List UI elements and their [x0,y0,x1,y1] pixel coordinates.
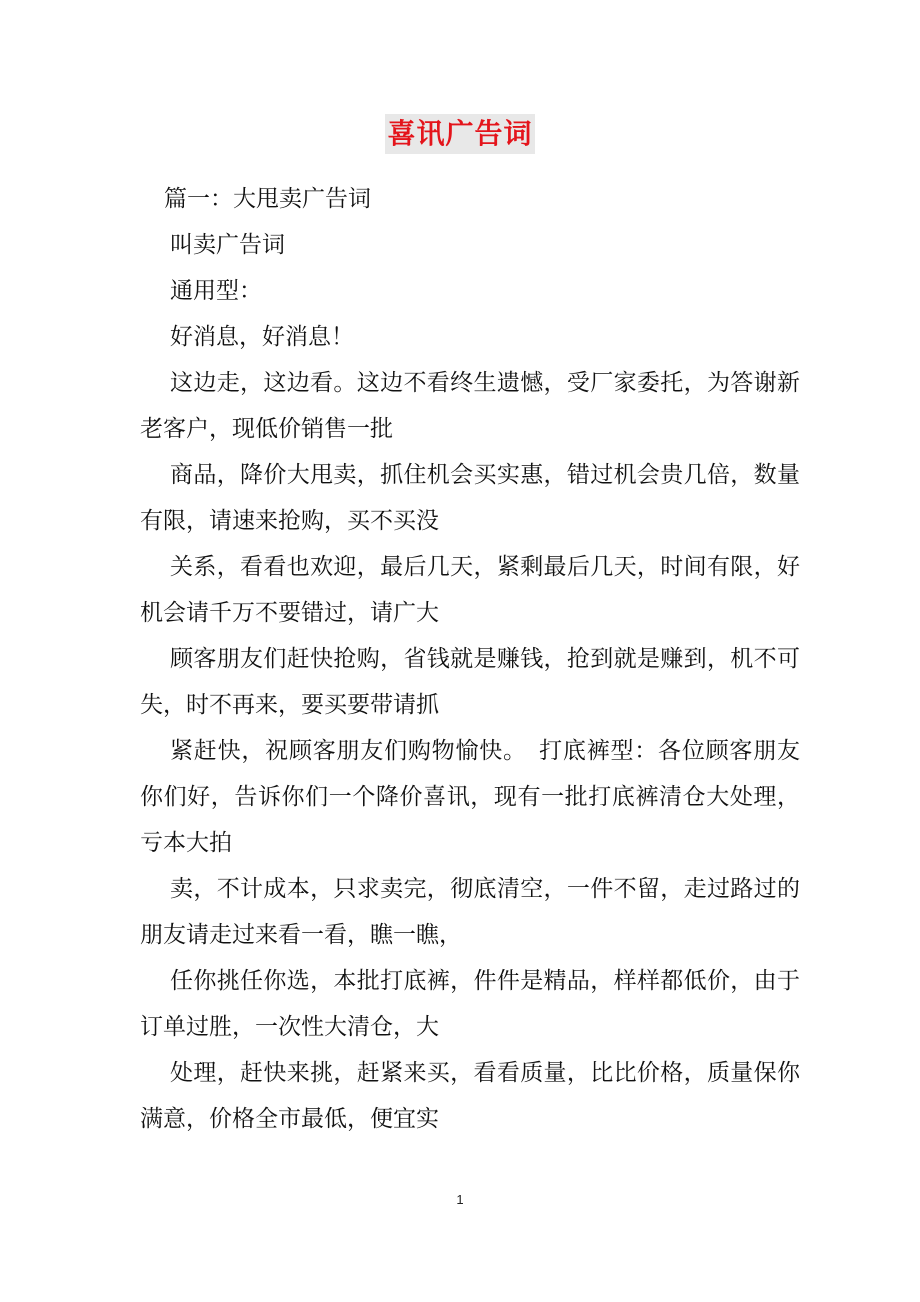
paragraph: 任你挑任你选，本批打底裤，件件是精品，样样都低价，由于订单过胜，一次性大清仓，大 [140,968,800,1040]
paragraph: 通用型： [170,278,262,304]
paragraph: 这边走，这边看。这边不看终生遗憾，受厂家委托，为答谢新老客户，现低价销售一批 [140,370,800,442]
paragraph: 紧赶快，祝顾客朋友们购物愉快。 打底裤型：各位顾客朋友你们好，告诉你们一个降价喜讯，现有一批打底裤清仓大处理，亏本大拍 [140,738,800,856]
document-body [140,176,800,1142]
document-title: 喜讯广告词 [385,114,534,154]
paragraph: 卖，不计成本，只求卖完，彻底清空，一件不留，走过路过的朋友请走过来看一看，瞧一瞧， [140,876,800,948]
paragraph: 商品，降价大甩卖，抓住机会买实惠，错过机会贵几倍，数量有限，请速来抢购，买不买没 [140,462,800,534]
paragraph: 关系，看看也欢迎，最后几天，紧剩最后几天，时间有限，好机会请千万不要错过，请广大 [140,554,800,626]
paragraph: 处理，赶快来挑，赶紧来买，看看质量，比比价格，质量保你满意，价格全市最低，便宜实 [140,1060,800,1132]
paragraph: 好消息，好消息！ [170,324,354,350]
paragraph: 顾客朋友们赶快抢购，省钱就是赚钱，抢到就是赚到，机不可失，时不再来，要买要带请抓 [140,646,800,718]
paragraph: 叫卖广告词 [170,232,285,258]
section-heading: 篇一：大甩卖广告词 [164,186,371,212]
page-number: 1 [456,1192,464,1207]
title-container [0,114,920,154]
